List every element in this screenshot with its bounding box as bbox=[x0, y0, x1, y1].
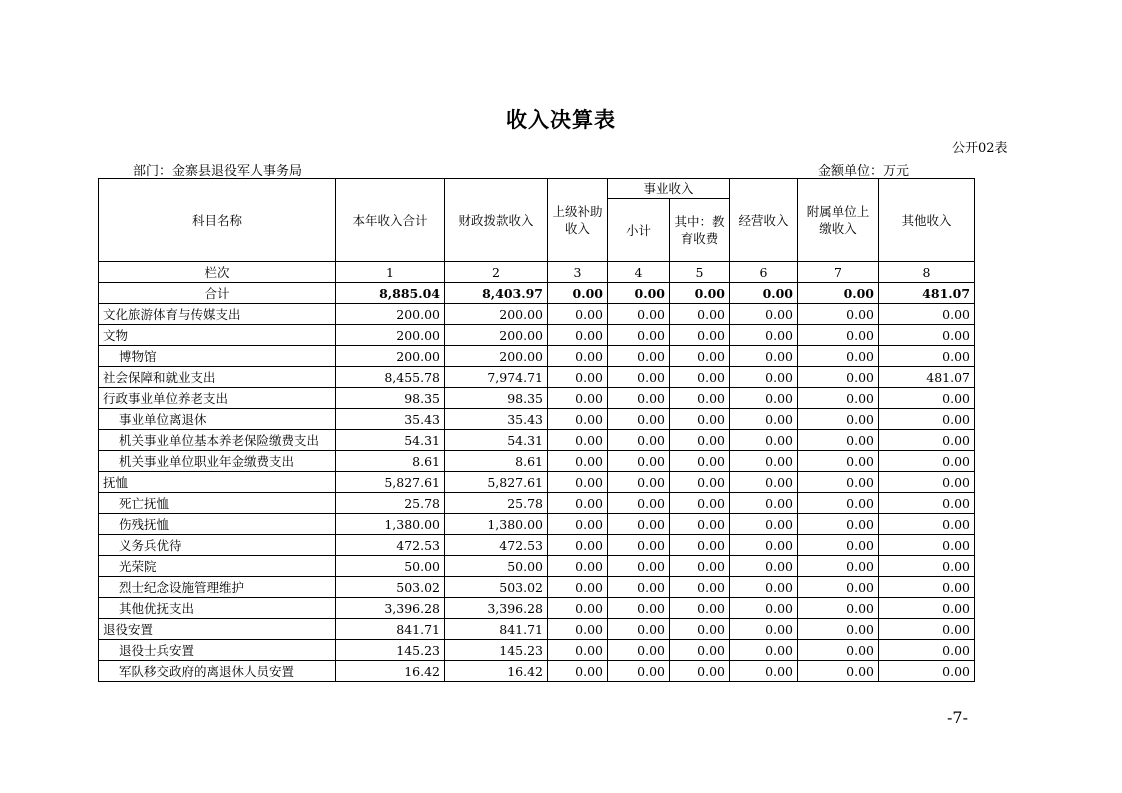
row-value: 0.00 bbox=[798, 661, 879, 682]
row-value: 0.00 bbox=[730, 640, 798, 661]
row-value: 0.00 bbox=[798, 451, 879, 472]
row-value: 0.00 bbox=[548, 451, 608, 472]
row-value: 0.00 bbox=[548, 640, 608, 661]
row-value: 0.00 bbox=[548, 367, 608, 388]
row-value: 0.00 bbox=[548, 493, 608, 514]
row-subject: 行政事业单位养老支出 bbox=[99, 388, 336, 409]
row-value: 0.00 bbox=[730, 661, 798, 682]
row-value: 0.00 bbox=[798, 283, 879, 304]
row-value: 0.00 bbox=[608, 619, 670, 640]
row-value: 0.00 bbox=[730, 367, 798, 388]
page-number: -7- bbox=[947, 708, 968, 727]
row-value: 0.00 bbox=[879, 409, 975, 430]
row-value: 200.00 bbox=[336, 346, 445, 367]
table-row bbox=[99, 661, 975, 682]
row-value: 200.00 bbox=[445, 304, 548, 325]
row-value: 0.00 bbox=[670, 388, 730, 409]
row-subject: 义务兵优待 bbox=[99, 535, 336, 556]
income-table bbox=[98, 178, 975, 682]
row-value: 7,974.71 bbox=[445, 367, 548, 388]
row-subject: 抚恤 bbox=[99, 472, 336, 493]
row-value: 841.71 bbox=[445, 619, 548, 640]
row-value: 0.00 bbox=[670, 367, 730, 388]
seq-col: 8 bbox=[879, 262, 975, 283]
row-value: 0.00 bbox=[798, 577, 879, 598]
row-value: 0.00 bbox=[548, 346, 608, 367]
row-value: 0.00 bbox=[879, 451, 975, 472]
table-row bbox=[99, 367, 975, 388]
row-value: 472.53 bbox=[336, 535, 445, 556]
row-value: 0.00 bbox=[798, 556, 879, 577]
row-value: 0.00 bbox=[608, 388, 670, 409]
row-value: 0.00 bbox=[548, 514, 608, 535]
row-value: 8.61 bbox=[336, 451, 445, 472]
amount-unit-label: 金额单位：万元 bbox=[818, 164, 910, 179]
row-value: 0.00 bbox=[879, 619, 975, 640]
seq-label: 栏次 bbox=[99, 262, 336, 283]
row-value: 25.78 bbox=[336, 493, 445, 514]
seq-col: 4 bbox=[608, 262, 670, 283]
table-row bbox=[99, 556, 975, 577]
row-value: 0.00 bbox=[730, 304, 798, 325]
row-subject: 退役安置 bbox=[99, 619, 336, 640]
row-subject: 博物馆 bbox=[99, 346, 336, 367]
row-value: 0.00 bbox=[670, 472, 730, 493]
row-value: 0.00 bbox=[608, 598, 670, 619]
seq-col: 5 bbox=[670, 262, 730, 283]
row-value: 0.00 bbox=[670, 304, 730, 325]
row-value: 0.00 bbox=[879, 577, 975, 598]
table-row bbox=[99, 514, 975, 535]
row-value: 0.00 bbox=[879, 514, 975, 535]
row-value: 98.35 bbox=[336, 388, 445, 409]
row-value: 0.00 bbox=[798, 367, 879, 388]
row-value: 0.00 bbox=[608, 472, 670, 493]
row-value: 503.02 bbox=[445, 577, 548, 598]
row-subject: 退役士兵安置 bbox=[99, 640, 336, 661]
table-row bbox=[99, 640, 975, 661]
row-value: 0.00 bbox=[548, 556, 608, 577]
row-value: 0.00 bbox=[670, 535, 730, 556]
row-value: 145.23 bbox=[445, 640, 548, 661]
row-value: 0.00 bbox=[670, 619, 730, 640]
row-subject: 机关事业单位基本养老保险缴费支出 bbox=[99, 430, 336, 451]
row-value: 0.00 bbox=[670, 661, 730, 682]
row-value: 0.00 bbox=[879, 661, 975, 682]
row-value: 3,396.28 bbox=[336, 598, 445, 619]
row-value: 0.00 bbox=[730, 493, 798, 514]
row-value: 0.00 bbox=[670, 325, 730, 346]
row-value: 0.00 bbox=[879, 535, 975, 556]
row-value: 0.00 bbox=[670, 451, 730, 472]
row-value: 98.35 bbox=[445, 388, 548, 409]
row-value: 0.00 bbox=[548, 409, 608, 430]
row-value: 0.00 bbox=[670, 577, 730, 598]
row-value: 8,455.78 bbox=[336, 367, 445, 388]
table-row bbox=[99, 430, 975, 451]
row-value: 35.43 bbox=[445, 409, 548, 430]
row-value: 0.00 bbox=[548, 535, 608, 556]
row-value: 0.00 bbox=[798, 388, 879, 409]
row-value: 0.00 bbox=[608, 640, 670, 661]
table-row bbox=[99, 598, 975, 619]
row-value: 0.00 bbox=[798, 409, 879, 430]
row-value: 0.00 bbox=[798, 514, 879, 535]
row-value: 3,396.28 bbox=[445, 598, 548, 619]
row-value: 0.00 bbox=[608, 430, 670, 451]
table-row bbox=[99, 283, 975, 304]
row-value: 0.00 bbox=[730, 388, 798, 409]
row-value: 0.00 bbox=[670, 493, 730, 514]
row-value: 0.00 bbox=[879, 556, 975, 577]
row-value: 0.00 bbox=[798, 598, 879, 619]
row-value: 0.00 bbox=[798, 535, 879, 556]
row-value: 16.42 bbox=[336, 661, 445, 682]
row-value: 472.53 bbox=[445, 535, 548, 556]
row-value: 0.00 bbox=[548, 619, 608, 640]
row-value: 0.00 bbox=[798, 325, 879, 346]
row-value: 481.07 bbox=[879, 367, 975, 388]
row-value: 481.07 bbox=[879, 283, 975, 304]
row-value: 1,380.00 bbox=[445, 514, 548, 535]
row-value: 16.42 bbox=[445, 661, 548, 682]
row-value: 8.61 bbox=[445, 451, 548, 472]
seq-col: 3 bbox=[548, 262, 608, 283]
table-row bbox=[99, 409, 975, 430]
row-value: 0.00 bbox=[608, 367, 670, 388]
row-value: 0.00 bbox=[548, 388, 608, 409]
table-row bbox=[99, 325, 975, 346]
row-value: 0.00 bbox=[670, 556, 730, 577]
row-value: 0.00 bbox=[730, 346, 798, 367]
row-value: 0.00 bbox=[608, 346, 670, 367]
table-row bbox=[99, 304, 975, 325]
row-value: 0.00 bbox=[798, 493, 879, 514]
row-value: 0.00 bbox=[879, 325, 975, 346]
table-row bbox=[99, 577, 975, 598]
row-value: 200.00 bbox=[445, 325, 548, 346]
row-subject: 死亡抚恤 bbox=[99, 493, 336, 514]
seq-row bbox=[99, 262, 975, 283]
row-value: 0.00 bbox=[798, 640, 879, 661]
table-row bbox=[99, 619, 975, 640]
row-value: 503.02 bbox=[336, 577, 445, 598]
row-value: 0.00 bbox=[548, 430, 608, 451]
header-edu-fee: 其中：教育收费 bbox=[670, 199, 730, 262]
row-value: 0.00 bbox=[879, 640, 975, 661]
table-row bbox=[99, 346, 975, 367]
row-value: 0.00 bbox=[798, 472, 879, 493]
row-value: 0.00 bbox=[730, 619, 798, 640]
row-value: 841.71 bbox=[336, 619, 445, 640]
department-label: 部门：金寨县退役军人事务局 bbox=[133, 164, 303, 179]
row-value: 0.00 bbox=[608, 577, 670, 598]
row-value: 0.00 bbox=[608, 283, 670, 304]
row-value: 35.43 bbox=[336, 409, 445, 430]
row-value: 0.00 bbox=[670, 514, 730, 535]
row-value: 200.00 bbox=[336, 325, 445, 346]
table-row bbox=[99, 388, 975, 409]
header-business-income: 事业收入 bbox=[608, 179, 730, 199]
row-value: 0.00 bbox=[730, 535, 798, 556]
seq-col: 6 bbox=[730, 262, 798, 283]
row-value: 0.00 bbox=[608, 556, 670, 577]
row-value: 0.00 bbox=[608, 304, 670, 325]
row-value: 0.00 bbox=[608, 493, 670, 514]
row-subject: 文物 bbox=[99, 325, 336, 346]
table-row bbox=[99, 451, 975, 472]
row-value: 8,885.04 bbox=[336, 283, 445, 304]
header-subject: 科目名称 bbox=[99, 179, 336, 262]
row-value: 54.31 bbox=[336, 430, 445, 451]
header-total-income: 本年收入合计 bbox=[336, 179, 445, 262]
row-subject: 光荣院 bbox=[99, 556, 336, 577]
row-value: 0.00 bbox=[608, 514, 670, 535]
row-value: 200.00 bbox=[445, 346, 548, 367]
row-value: 0.00 bbox=[879, 430, 975, 451]
row-value: 25.78 bbox=[445, 493, 548, 514]
row-value: 0.00 bbox=[730, 472, 798, 493]
row-value: 0.00 bbox=[730, 430, 798, 451]
seq-col: 1 bbox=[336, 262, 445, 283]
row-value: 0.00 bbox=[879, 304, 975, 325]
row-value: 0.00 bbox=[798, 430, 879, 451]
form-number: 公开02表 bbox=[952, 141, 1008, 156]
row-subject: 军队移交政府的离退休人员安置 bbox=[99, 661, 336, 682]
row-value: 0.00 bbox=[548, 577, 608, 598]
header-superior-subsidy: 上级补助收入 bbox=[548, 179, 608, 262]
row-value: 0.00 bbox=[798, 304, 879, 325]
seq-col: 7 bbox=[798, 262, 879, 283]
row-value: 0.00 bbox=[608, 325, 670, 346]
row-subject: 烈士纪念设施管理维护 bbox=[99, 577, 336, 598]
row-value: 5,827.61 bbox=[445, 472, 548, 493]
row-subject: 事业单位离退休 bbox=[99, 409, 336, 430]
row-value: 50.00 bbox=[445, 556, 548, 577]
row-value: 0.00 bbox=[670, 283, 730, 304]
row-value: 8,403.97 bbox=[445, 283, 548, 304]
header-affiliated: 附属单位上缴收入 bbox=[798, 179, 879, 262]
header-fiscal: 财政拨款收入 bbox=[445, 179, 548, 262]
row-subject: 伤残抚恤 bbox=[99, 514, 336, 535]
row-value: 0.00 bbox=[879, 388, 975, 409]
page-title: 收入决算表 bbox=[506, 107, 616, 132]
row-value: 0.00 bbox=[608, 661, 670, 682]
row-value: 0.00 bbox=[730, 325, 798, 346]
row-value: 0.00 bbox=[670, 430, 730, 451]
row-value: 0.00 bbox=[548, 325, 608, 346]
header-operating: 经营收入 bbox=[730, 179, 798, 262]
row-value: 0.00 bbox=[730, 451, 798, 472]
table-row bbox=[99, 535, 975, 556]
row-value: 0.00 bbox=[548, 661, 608, 682]
row-value: 0.00 bbox=[670, 598, 730, 619]
row-value: 0.00 bbox=[879, 598, 975, 619]
row-value: 200.00 bbox=[336, 304, 445, 325]
row-value: 0.00 bbox=[670, 346, 730, 367]
table-row bbox=[99, 493, 975, 514]
row-value: 0.00 bbox=[730, 598, 798, 619]
row-value: 0.00 bbox=[608, 535, 670, 556]
row-value: 0.00 bbox=[608, 451, 670, 472]
table-row bbox=[99, 472, 975, 493]
row-value: 0.00 bbox=[798, 346, 879, 367]
header-subtotal: 小计 bbox=[608, 199, 670, 262]
row-value: 145.23 bbox=[336, 640, 445, 661]
header-other: 其他收入 bbox=[879, 179, 975, 262]
row-value: 0.00 bbox=[608, 409, 670, 430]
row-value: 0.00 bbox=[879, 346, 975, 367]
row-subject: 合计 bbox=[99, 283, 336, 304]
row-value: 0.00 bbox=[548, 598, 608, 619]
row-value: 50.00 bbox=[336, 556, 445, 577]
row-value: 0.00 bbox=[670, 640, 730, 661]
row-subject: 机关事业单位职业年金缴费支出 bbox=[99, 451, 336, 472]
row-value: 1,380.00 bbox=[336, 514, 445, 535]
row-value: 0.00 bbox=[548, 283, 608, 304]
row-value: 0.00 bbox=[548, 472, 608, 493]
row-value: 0.00 bbox=[879, 493, 975, 514]
row-value: 0.00 bbox=[798, 619, 879, 640]
row-value: 0.00 bbox=[879, 472, 975, 493]
row-value: 54.31 bbox=[445, 430, 548, 451]
row-subject: 社会保障和就业支出 bbox=[99, 367, 336, 388]
row-value: 0.00 bbox=[730, 409, 798, 430]
row-value: 0.00 bbox=[730, 556, 798, 577]
row-value: 0.00 bbox=[548, 304, 608, 325]
seq-col: 2 bbox=[445, 262, 548, 283]
row-value: 0.00 bbox=[670, 409, 730, 430]
row-value: 0.00 bbox=[730, 577, 798, 598]
row-subject: 文化旅游体育与传媒支出 bbox=[99, 304, 336, 325]
row-subject: 其他优抚支出 bbox=[99, 598, 336, 619]
row-value: 0.00 bbox=[730, 283, 798, 304]
row-value: 5,827.61 bbox=[336, 472, 445, 493]
row-value: 0.00 bbox=[730, 514, 798, 535]
